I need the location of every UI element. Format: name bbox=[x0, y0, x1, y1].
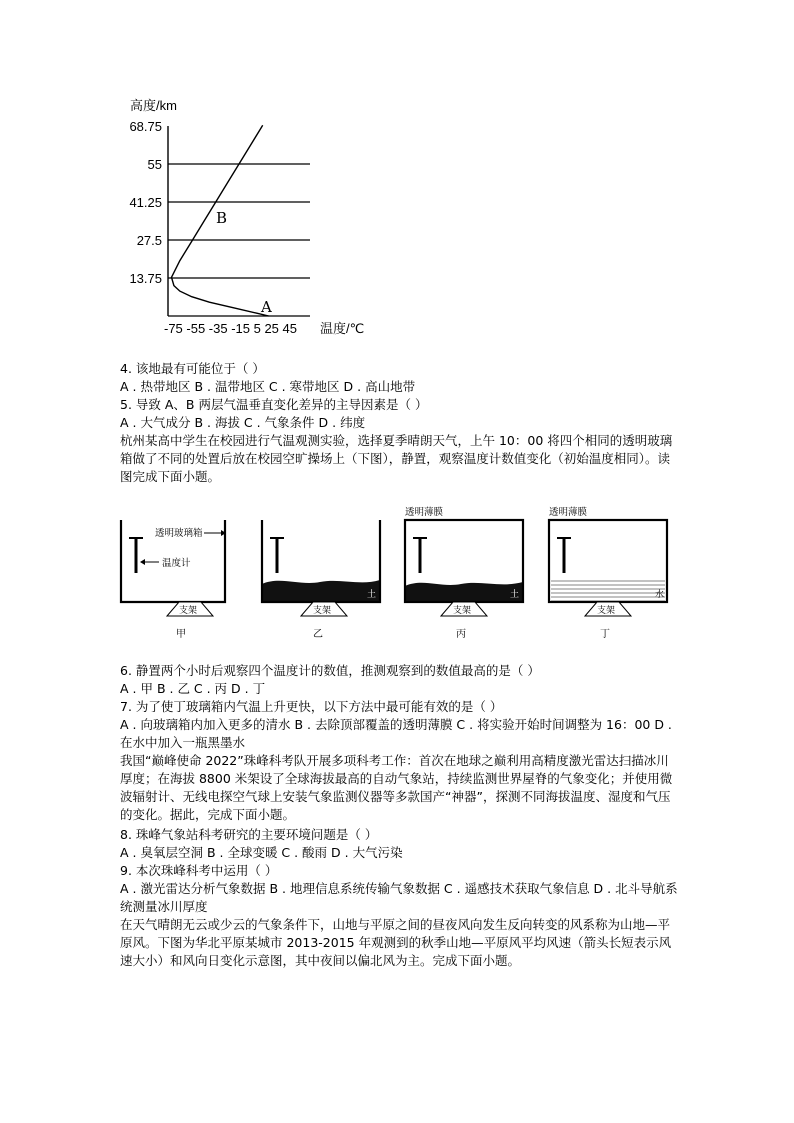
box-jia bbox=[121, 520, 226, 640]
stand-label-ding: 支架 bbox=[597, 606, 616, 616]
q5-stem: 5. 导致 A、B 两层气温垂直变化差异的主导因素是（ ） bbox=[120, 397, 428, 412]
soil-label-bing: 土 bbox=[510, 590, 520, 600]
film-label-ding: 透明薄膜 bbox=[549, 507, 588, 518]
q9-options: A . 激光雷达分析气象数据 B . 地理信息系统传输气象数据 C . 遥感技术获取气象信息 D . 北斗导航系统测量冰川厚度 bbox=[120, 881, 678, 914]
thermometer-label: 温度计 bbox=[162, 558, 191, 569]
y-tick-label: 68.75 bbox=[129, 119, 162, 134]
box-bing bbox=[405, 506, 523, 640]
q6-options: A . 甲 B . 乙 C . 丙 D . 丁 bbox=[120, 681, 266, 696]
intro-paragraph-3: 我国“巅峰使命 2022”珠峰科考队开展多项科考工作：首次在地球之巅利用高精度激光雷达扫描冰川厚度；在海拔 8800 米架设了全球海拔最高的自动气象站，持续监测世界屋脊的气象变化；并使用微波辐射计、无线电探空气球上安装气象监测仪器等多款国产“神器”，探测不同海拔温度、湿度和气压的变化。据此，完成下面小题。 bbox=[120, 753, 673, 822]
q7-stem: 7. 为了使丁玻璃箱内气温上升更快，以下方法中最可能有效的是（ ） bbox=[120, 699, 503, 714]
stand-label-bing: 支架 bbox=[453, 606, 472, 616]
box-name-yi: 乙 bbox=[313, 629, 323, 640]
q9-stem: 9. 本次珠峰科考中运用（ ） bbox=[120, 863, 278, 878]
intro-paragraph-4: 在天气晴朗无云或少云的气象条件下，山地与平原之间的昼夜风向发生反向转变的风系称为山地—平原风。下图为华北平原某城市 2013-2015 年观测到的秋季山地—平原风平均风速（箭头长短表示风速大小）和风向日变化示意图，其中夜间以偏北风为主。完成下面小题。 bbox=[120, 917, 672, 968]
y-tick-label: 27.5 bbox=[136, 233, 162, 248]
y-axis-label: 高度/km bbox=[130, 98, 177, 113]
glass-box-label: 透明玻璃箱 bbox=[155, 528, 203, 539]
point-label-a: A bbox=[261, 298, 272, 316]
y-tick-label: 41.25 bbox=[129, 195, 162, 210]
film-label-bing: 透明薄膜 bbox=[405, 507, 444, 518]
water-label-ding: 水 bbox=[655, 590, 665, 600]
box-name-jia: 甲 bbox=[176, 629, 186, 640]
q4-options: A . 热带地区 B . 温带地区 C . 寒带地区 D . 高山地带 bbox=[120, 379, 416, 394]
x-axis-label: 温度/℃ bbox=[320, 321, 365, 336]
box-ding bbox=[549, 506, 667, 640]
point-label-b: B bbox=[216, 209, 228, 227]
q8-options: A . 臭氧层空洞 B . 全球变暖 C . 酸雨 D . 大气污染 bbox=[120, 845, 403, 860]
x-tick-labels: -75 -55 -35 -15 5 25 45 bbox=[164, 321, 297, 336]
q6-stem: 6. 静置两个小时后观察四个温度计的数值，推测观察到的数值最高的是（ ） bbox=[120, 663, 540, 678]
y-tick-label: 13.75 bbox=[129, 271, 162, 286]
glass-box-figure bbox=[115, 500, 675, 645]
soil-label-yi: 土 bbox=[367, 590, 377, 600]
y-tick-label: 55 bbox=[147, 157, 162, 172]
stand-label-jia: 支架 bbox=[179, 606, 198, 616]
q7-options: A . 向玻璃箱内加入更多的清水 B . 去除顶部覆盖的透明薄膜 C . 将实验开始时间调整为 16：00 D . 在水中加入一瓶黑墨水 bbox=[120, 717, 672, 750]
box-name-ding: 丁 bbox=[600, 629, 610, 640]
box-name-bing: 丙 bbox=[456, 629, 466, 640]
q4-stem: 4. 该地最有可能位于（ ） bbox=[120, 361, 265, 376]
altitude-temperature-chart bbox=[110, 92, 380, 342]
q5-options: A . 大气成分 B . 海拔 C . 气象条件 D . 纬度 bbox=[120, 415, 366, 430]
intro-paragraph-2: 杭州某高中学生在校园进行气温观测实验，选择夏季晴朗天气，上午 10：00 将四个相同的透明玻璃箱做了不同的处置后放在校园空旷操场上（下图），静置，观察温度计数值变化（初始温度相同）。读图完成下面小题。 bbox=[120, 433, 673, 484]
stand-label-yi: 支架 bbox=[313, 606, 332, 616]
q8-stem: 8. 珠峰气象站科考研究的主要环境问题是（ ） bbox=[120, 827, 378, 842]
box-yi bbox=[262, 520, 380, 640]
